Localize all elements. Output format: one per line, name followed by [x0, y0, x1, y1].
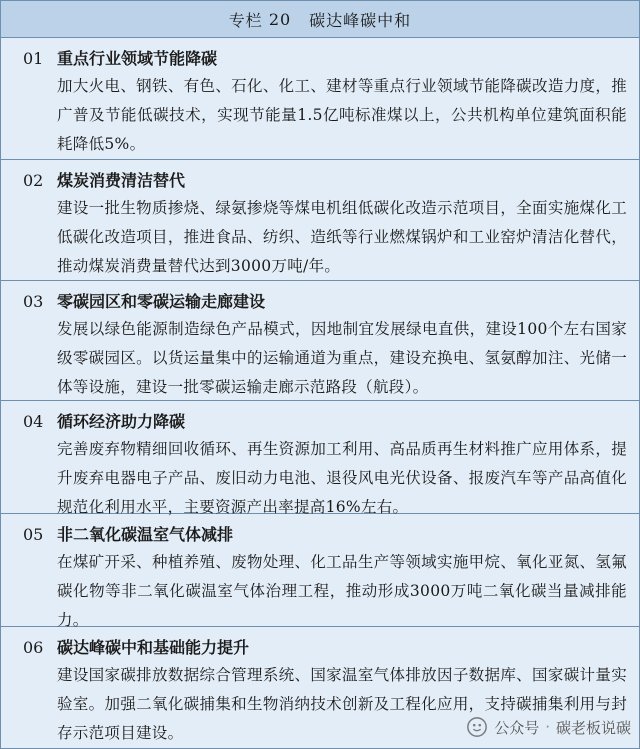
section-body: 完善废弃物精细回收循环、再生资源加工利用、高品质再生材料推广应用体系，提升废弃电器电子产品、废旧动力电池、退役风电光伏设备、报废汽车等产品高值化规范化利用水平，主要资源产出率提高16%左右。 — [57, 440, 627, 516]
section-heading: 煤炭消费清洁替代 — [57, 171, 186, 190]
section-03 — [1, 281, 639, 401]
section-body: 加大火电、钢铁、有色、石化、化工、建材等重点行业领域节能降碳改造力度，推广普及节能低碳技术，实现节能量1.5亿吨标准煤以上，公共机构单位建筑面积能耗降低5%。 — [57, 77, 627, 153]
section-heading: 零碳园区和零碳运输走廊建设 — [57, 292, 266, 311]
section-number: 05 — [23, 525, 44, 544]
column-title-text: 碳达峰碳中和 — [309, 10, 412, 30]
section-body: 发展以绿色能源制造绿色产品模式，因地制宜发展绿电直供，建设100个左右国家级零碳园区。以货运量集中的运输通道为重点，建设充换电、氢氨醇加注、光储一体等设施，建设一批零碳运输走廊示范路段（航段）。 — [57, 320, 627, 396]
wechat-watermark — [466, 716, 631, 738]
section-02 — [1, 160, 639, 281]
watermark-platform: 公众号 — [494, 718, 540, 737]
section-heading: 重点行业领域节能降碳 — [57, 49, 218, 68]
section-number: 01 — [23, 49, 44, 68]
section-number: 06 — [23, 638, 44, 657]
section-05 — [1, 514, 639, 627]
column-title — [1, 1, 639, 38]
section-number: 02 — [23, 171, 44, 190]
section-01 — [1, 38, 639, 160]
section-number: 04 — [23, 412, 44, 431]
column-title-number: 20 — [268, 9, 292, 29]
section-heading: 非二氧化碳温室气体减排 — [57, 525, 234, 544]
section-body: 建设一批生物质掺烧、绿氨掺烧等煤电机组低碳化改造示范项目，全面实施煤化工低碳化改造项目，推进食品、纺织、造纸等行业燃煤锅炉和工业窑炉清洁化替代，推动煤炭消费量替代达到3000万吨/年。 — [57, 199, 627, 275]
section-heading: 碳达峰碳中和基础能力提升 — [57, 638, 250, 657]
watermark-separator: · — [545, 718, 550, 736]
section-body: 建设国家碳排放数据综合管理系统、国家温室气体排放因子数据库、国家碳计量实验室。加强二氧化碳捕集和生物消纳技术创新及工程化应用，支持碳捕集利用与封存示范项目建设。 — [57, 666, 627, 742]
section-number: 03 — [23, 292, 44, 311]
wechat-official-account-icon — [466, 716, 488, 738]
section-body: 在煤矿开采、种植养殖、废物处理、化工品生产等领域实施甲烷、氧化亚氮、氢氟碳化物等非二氧化碳温室气体治理工程，推动形成3000万吨二氧化碳当量减排能力。 — [57, 553, 627, 629]
column-title-prefix: 专栏 — [228, 10, 263, 30]
section-heading: 循环经济助力降碳 — [57, 412, 186, 431]
section-04 — [1, 401, 639, 514]
watermark-account: 碳老板说碳 — [555, 718, 631, 737]
